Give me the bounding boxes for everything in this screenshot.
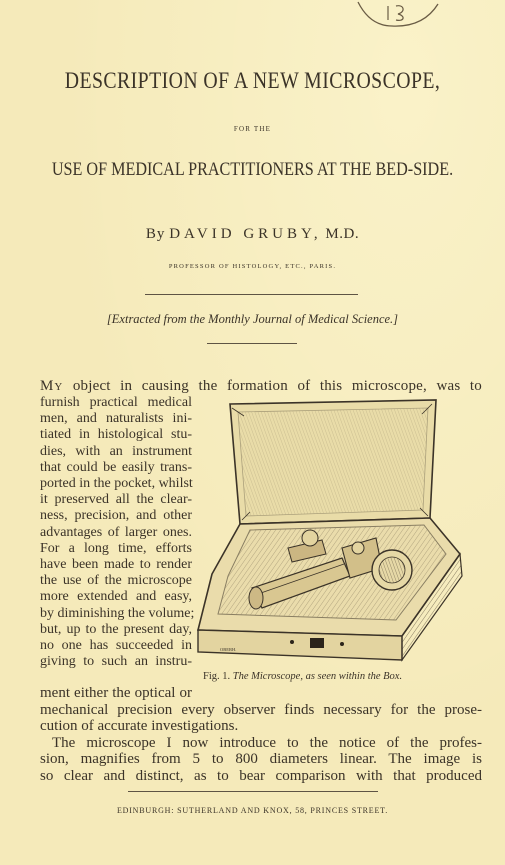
body-full-width	[40, 685, 482, 784]
caption-label: Fig. 1.	[203, 671, 231, 682]
for-the-label: FOR THE	[233, 125, 272, 133]
handwritten-shelfmark	[352, 0, 442, 32]
column-line: that could be easily trans-	[40, 459, 192, 475]
column-line: ported in the pocket, whilst	[40, 476, 193, 492]
full-line: sion, magnifies from 5 to 800 diameters linear. The image is	[40, 751, 482, 767]
column-line: advantages of larger ones.	[40, 524, 192, 540]
full-line: so clear and distinct, as to bear comparison with that produced	[40, 767, 482, 784]
column-line: have been made to render	[40, 557, 192, 573]
article-title: DESCRIPTION OF A NEW MICROSCOPE,	[64, 68, 441, 93]
column-line: ness, precision, and other	[40, 508, 192, 524]
column-line: dies, with an instrument	[40, 443, 192, 459]
column-line: it preserved all the clear-	[40, 492, 192, 508]
full-line: mechanical precision every observer finds necessary for the prose-	[40, 701, 482, 718]
publisher-imprint: EDINBURGH: SUTHERLAND AND KNOX, 58, PRINCES STREET.	[116, 806, 389, 815]
extract-note: [Extracted from the Monthly Journal of Medical Science.]	[106, 312, 399, 326]
column-line: no one has succeeded in	[40, 638, 192, 654]
microscope-box-illustration	[192, 398, 470, 668]
column-line: men, and naturalists ini-	[40, 411, 192, 427]
caption-text: The Microscope, as seen within the Box.	[232, 671, 403, 682]
full-line: cution of accurate investigations.	[40, 718, 239, 734]
column-line: the use of the microscope	[40, 573, 192, 589]
body-first-line	[40, 378, 482, 395]
author-degree: M.D.	[325, 226, 360, 242]
body-column	[40, 395, 195, 670]
article-subtitle: USE OF MEDICAL PRACTITIONERS AT THE BED-SIDE.	[51, 159, 454, 180]
box-label: OBERH.	[220, 647, 237, 652]
byline	[0, 226, 505, 243]
byline-by: By	[145, 226, 166, 242]
column-line: For a long time, efforts	[40, 540, 192, 556]
figure-caption	[203, 671, 402, 682]
column-line: giving to such an instru-	[40, 654, 192, 670]
column-line: tiated in histological stu-	[40, 427, 192, 443]
column-line: by diminishing the volume;	[40, 605, 195, 621]
divider-top	[145, 294, 358, 295]
author-name: DAVID GRUBY,	[169, 226, 322, 242]
full-line: ment either the optical or	[40, 685, 192, 701]
column-line: furnish practical medical	[40, 395, 192, 410]
opening-word: My	[40, 378, 64, 394]
column-line: more extended and easy,	[40, 589, 192, 605]
column-line: but, up to the present day,	[40, 621, 192, 637]
full-line: The microscope I now introduce to the notice of the profes-	[52, 734, 482, 751]
first-line-text: object in causing the formation of this microscope, was to	[72, 378, 482, 394]
divider-bottom	[128, 791, 378, 792]
divider-short	[207, 343, 297, 344]
author-title: PROFESSOR OF HISTOLOGY, ETC., PARIS.	[168, 263, 337, 270]
